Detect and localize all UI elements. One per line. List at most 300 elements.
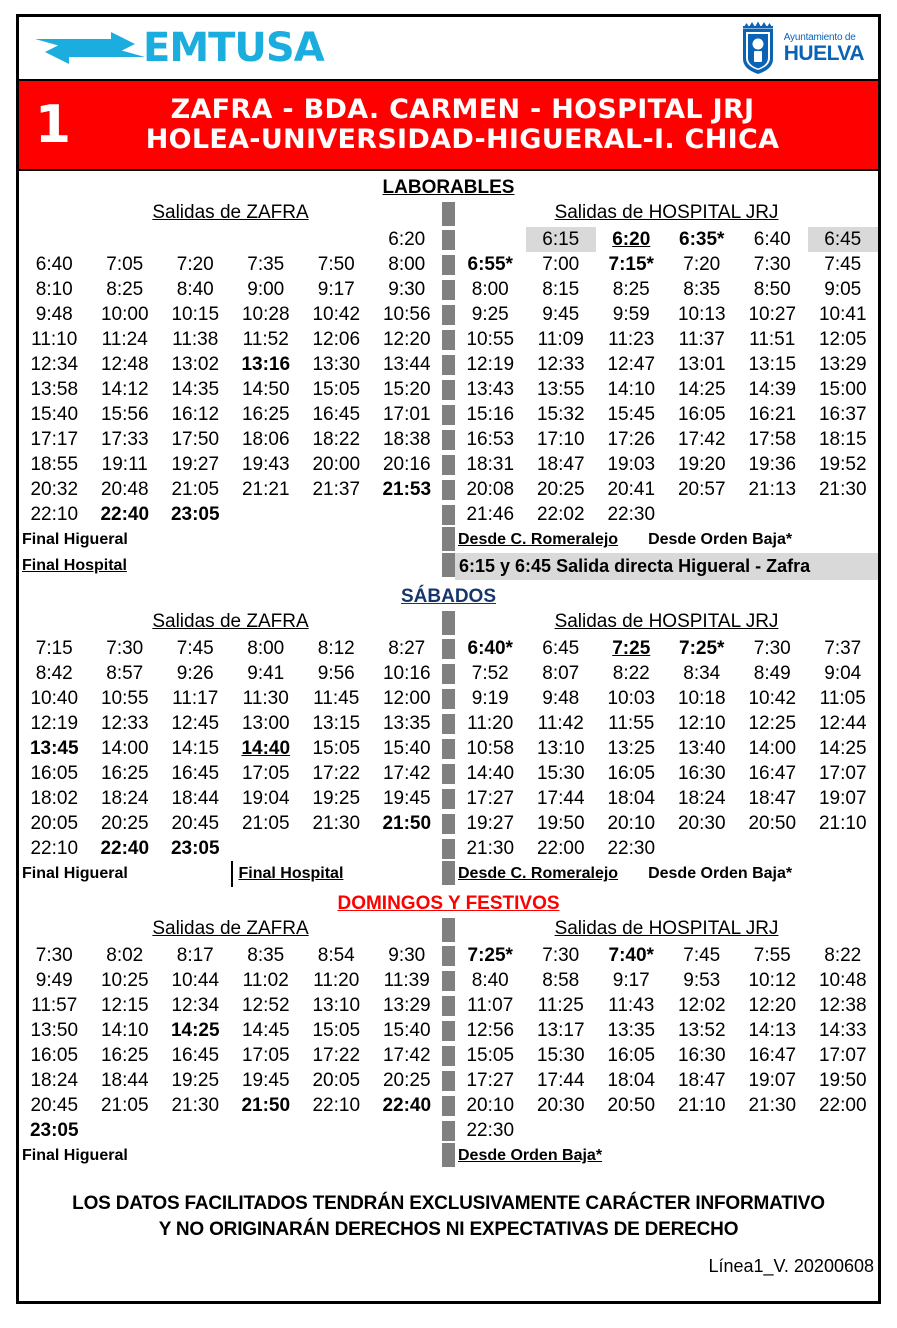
note-desde-romeralejo: Desde Orden Baja* — [458, 1147, 603, 1164]
time-cell: 8:22 — [824, 945, 862, 966]
time-cell: 11:17 — [172, 688, 219, 709]
time-cell: 8:12 — [317, 638, 355, 659]
time-cell: 17:05 — [241, 1045, 290, 1066]
row-divider-bar — [442, 455, 455, 475]
time-cell: 15:32 — [536, 404, 585, 425]
time-cell: 12:15 — [100, 995, 149, 1016]
row-divider-bar — [442, 553, 455, 577]
time-cell: 15:05 — [312, 738, 361, 759]
time-cell — [372, 502, 443, 527]
row-divider-bar — [442, 330, 455, 350]
time-cell: 21:37 — [312, 479, 361, 500]
time-cell: 18:47 — [536, 454, 585, 475]
row-divider-bar — [442, 280, 455, 300]
time-cell: 13:43 — [466, 379, 515, 400]
time-cell: 14:25 — [818, 738, 867, 759]
timetable-grid-domingos — [19, 943, 878, 1143]
time-cell: 10:40 — [30, 688, 79, 709]
time-cell: 21:10 — [677, 1095, 726, 1116]
section-subheaders-sabados — [19, 610, 878, 636]
time-cell: 8:54 — [317, 945, 355, 966]
time-cell: 7:52 — [471, 663, 509, 684]
time-cell — [526, 1118, 597, 1143]
time-cell: 8:27 — [388, 638, 426, 659]
banner-direct-service: 6:15 y 6:45 Salida directa Higueral - Zafra — [455, 553, 878, 580]
time-cell: 7:25 — [612, 638, 651, 659]
time-cell: 18:06 — [241, 429, 290, 450]
time-cell: 9:56 — [317, 663, 355, 684]
time-cell: 21:30 — [466, 838, 515, 859]
time-cell: 10:42 — [748, 688, 797, 709]
time-cell: 12:00 — [382, 688, 431, 709]
time-cell: 16:05 — [607, 1045, 656, 1066]
huelva-council-logo — [737, 21, 870, 75]
time-cell: 17:17 — [30, 429, 79, 450]
time-cell: 8:40 — [176, 279, 214, 300]
row-divider-bar — [442, 1121, 455, 1141]
time-cell: 19:03 — [607, 454, 656, 475]
time-cell: 6:40 — [753, 229, 791, 250]
time-cell: 18:44 — [171, 788, 220, 809]
time-cell — [231, 502, 302, 527]
row-divider-bar — [442, 230, 455, 250]
time-cell: 8:00 — [388, 254, 426, 275]
time-cell: 20:05 — [30, 813, 79, 834]
time-cell: 16:05 — [677, 404, 726, 425]
time-cell: 11:05 — [819, 688, 866, 709]
route-title-line-2: HOLEA-UNIVERSIDAD-HIGUERAL-I. CHICA — [145, 124, 780, 155]
time-cell: 7:30 — [753, 254, 791, 275]
time-cell: 8:25 — [612, 279, 650, 300]
time-cell: 18:24 — [30, 1070, 79, 1091]
time-cell: 19:11 — [101, 454, 148, 475]
time-cell: 12:48 — [100, 354, 149, 375]
time-cell: 17:07 — [818, 1045, 867, 1066]
time-cell: 12:19 — [30, 713, 79, 734]
time-cell: 14:10 — [607, 379, 656, 400]
huelva-shield-icon — [737, 21, 779, 75]
section-title-text: LABORABLES — [382, 177, 515, 198]
time-cell: 17:42 — [382, 763, 431, 784]
time-cell — [90, 227, 161, 252]
time-cell: 19:52 — [818, 454, 867, 475]
time-cell — [301, 1118, 372, 1143]
time-cell: 19:27 — [171, 454, 220, 475]
brand-bar — [19, 17, 878, 79]
time-cell: 20:30 — [536, 1095, 585, 1116]
time-cell: 14:45 — [241, 1020, 290, 1041]
time-cell: 20:08 — [466, 479, 515, 500]
time-cell: 13:10 — [536, 738, 585, 759]
row-divider-bar — [442, 764, 455, 784]
section-subheaders-laborables — [19, 201, 878, 227]
time-cell: 11:52 — [242, 329, 289, 350]
time-cell: 10:48 — [818, 970, 867, 991]
time-cell: 11:37 — [678, 329, 725, 350]
time-cell: 21:30 — [818, 479, 867, 500]
time-cell: 12:10 — [677, 713, 726, 734]
timetable-grid-laborables — [19, 227, 878, 527]
time-cell: 10:25 — [100, 970, 149, 991]
time-cell: 15:56 — [100, 404, 149, 425]
time-cell: 7:25* — [467, 945, 513, 966]
time-cell — [667, 836, 738, 861]
time-cell: 21:10 — [818, 813, 867, 834]
time-cell: 16:45 — [312, 404, 361, 425]
time-cell: 15:16 — [466, 404, 515, 425]
time-cell: 23:05 — [170, 838, 220, 859]
column-header-zafra-text: Salidas de ZAFRA — [152, 611, 309, 632]
time-cell: 10:15 — [171, 304, 220, 325]
line-route-title — [87, 95, 878, 155]
time-cell — [372, 1118, 443, 1143]
version-label: Línea1_V. 20200608 — [708, 1256, 874, 1277]
time-cell: 20:45 — [30, 1095, 79, 1116]
time-cell: 7:55 — [753, 945, 791, 966]
section-divider-bar — [442, 918, 455, 942]
time-cell: 10:28 — [241, 304, 290, 325]
time-cell: 20:30 — [677, 813, 726, 834]
time-cell: 16:25 — [241, 404, 290, 425]
council-label: Ayuntamiento de — [783, 31, 856, 43]
time-cell: 12:47 — [607, 354, 656, 375]
time-cell: 15:40 — [382, 1020, 431, 1041]
time-cell: 13:29 — [818, 354, 867, 375]
time-cell: 20:00 — [312, 454, 361, 475]
time-cell: 19:45 — [241, 1070, 290, 1091]
time-cell: 9:30 — [388, 279, 426, 300]
time-cell: 15:30 — [536, 763, 585, 784]
time-cell: 10:16 — [382, 663, 431, 684]
time-cell: 10:55 — [100, 688, 149, 709]
time-cell: 9:25 — [471, 304, 509, 325]
route-title-line-1: ZAFRA - BDA. CARMEN - HOSPITAL JRJ — [170, 93, 755, 125]
time-cell: 19:07 — [748, 1070, 797, 1091]
time-cell: 21:13 — [748, 479, 797, 500]
time-cell — [160, 1118, 231, 1143]
time-cell: 12:33 — [536, 354, 585, 375]
time-cell: 9:17 — [612, 970, 650, 991]
time-cell: 16:05 — [30, 763, 79, 784]
time-cell: 12:34 — [171, 995, 220, 1016]
time-cell: 13:10 — [312, 995, 361, 1016]
time-cell: 17:44 — [536, 788, 585, 809]
time-cell: 7:45 — [683, 945, 721, 966]
time-cell: 11:25 — [537, 995, 584, 1016]
time-cell: 16:12 — [171, 404, 220, 425]
time-cell: 11:23 — [608, 329, 655, 350]
row-divider-bar — [442, 861, 455, 885]
time-cell — [808, 502, 879, 527]
time-cell: 11:10 — [31, 329, 78, 350]
line-title-bar — [19, 79, 878, 171]
time-cell: 14:10 — [100, 1020, 149, 1041]
time-cell: 13:35 — [382, 713, 431, 734]
note-final-higueral: Final Higueral — [22, 531, 128, 548]
time-cell: 15:40 — [382, 738, 431, 759]
time-cell: 20:45 — [171, 813, 220, 834]
time-cell: 20:05 — [312, 1070, 361, 1091]
time-cell: 16:37 — [818, 404, 867, 425]
time-cell: 20:25 — [100, 813, 149, 834]
time-cell: 8:02 — [106, 945, 144, 966]
time-cell: 11:55 — [608, 713, 655, 734]
time-cell: 8:22 — [612, 663, 650, 684]
time-cell: 21:30 — [748, 1095, 797, 1116]
time-cell: 17:05 — [241, 763, 290, 784]
row-divider-bar — [442, 1046, 455, 1066]
column-header-hospital — [455, 201, 878, 227]
time-cell: 23:05 — [170, 504, 220, 525]
time-cell: 20:25 — [382, 1070, 431, 1091]
time-cell — [301, 502, 372, 527]
row-divider-bar — [442, 430, 455, 450]
time-cell: 21:50 — [382, 813, 432, 834]
time-cell: 10:42 — [312, 304, 361, 325]
poster-frame — [16, 14, 881, 1304]
time-cell — [667, 502, 738, 527]
row-divider-bar — [442, 255, 455, 275]
time-cell: 21:05 — [171, 479, 220, 500]
time-cell: 8:00 — [247, 638, 285, 659]
time-cell: 21:30 — [312, 813, 361, 834]
time-cell: 22:10 — [30, 504, 79, 525]
time-cell — [231, 836, 302, 861]
time-cell: 15:05 — [312, 1020, 361, 1041]
time-cell: 11:07 — [467, 995, 514, 1016]
disclaimer-line-1: LOS DATOS FACILITADOS TENDRÁN EXCLUSIVAMENTE CARÁCTER INFORMATIVO — [72, 1193, 825, 1214]
time-cell: 17:22 — [312, 1045, 361, 1066]
note-desde-romeralejo: Desde C. Romeralejo — [458, 865, 619, 882]
time-cell: 10:18 — [677, 688, 726, 709]
emtusa-wordmark: EMTUSA — [143, 25, 324, 71]
note-final-higueral: Final Higueral — [22, 1147, 128, 1164]
time-cell: 20:10 — [607, 813, 656, 834]
time-cell: 17:10 — [536, 429, 585, 450]
time-cell: 7:45 — [824, 254, 862, 275]
time-cell: 10:58 — [466, 738, 515, 759]
time-cell: 8:57 — [106, 663, 144, 684]
time-cell: 12:44 — [818, 713, 867, 734]
time-cell: 18:38 — [382, 429, 431, 450]
line-number: 1 — [34, 95, 72, 155]
time-cell: 12:52 — [241, 995, 290, 1016]
time-cell: 18:04 — [607, 1070, 656, 1091]
time-cell: 8:42 — [35, 663, 73, 684]
row-divider-bar — [442, 789, 455, 809]
time-cell: 9:59 — [612, 304, 650, 325]
time-cell: 19:50 — [818, 1070, 867, 1091]
section-divider-bar — [442, 202, 455, 226]
time-cell: 20:10 — [466, 1095, 515, 1116]
time-cell: 8:58 — [542, 970, 580, 991]
time-cell: 16:25 — [100, 1045, 149, 1066]
time-cell — [455, 227, 526, 252]
time-cell: 16:30 — [677, 1045, 726, 1066]
time-cell: 14:25 — [677, 379, 726, 400]
time-cell: 11:38 — [172, 329, 219, 350]
time-cell: 18:24 — [677, 788, 726, 809]
time-cell: 22:30 — [607, 838, 656, 859]
time-cell: 6:45 — [542, 638, 580, 659]
time-cell: 17:42 — [677, 429, 726, 450]
time-cell: 11:39 — [383, 970, 430, 991]
time-cell: 18:22 — [312, 429, 361, 450]
note-final-hospital — [231, 861, 443, 887]
time-cell — [160, 227, 231, 252]
time-cell: 10:41 — [818, 304, 867, 325]
time-cell: 17:27 — [466, 788, 515, 809]
time-cell: 21:30 — [171, 1095, 220, 1116]
time-cell: 16:05 — [30, 1045, 79, 1066]
note-final-higueral: Final Higueral — [22, 865, 128, 882]
time-cell: 11:57 — [31, 995, 78, 1016]
time-cell: 21:21 — [241, 479, 290, 500]
row-divider-bar — [442, 664, 455, 684]
time-cell: 11:20 — [313, 970, 360, 991]
time-cell: 9:17 — [317, 279, 355, 300]
time-cell: 20:25 — [536, 479, 585, 500]
section-notes2-laborables — [19, 553, 878, 580]
time-cell: 12:20 — [382, 329, 431, 350]
time-cell: 7:45 — [176, 638, 214, 659]
time-cell: 13:17 — [536, 1020, 585, 1041]
time-cell: 22:10 — [312, 1095, 361, 1116]
section-divider-bar — [442, 611, 455, 635]
time-cell: 7:30 — [542, 945, 580, 966]
time-cell — [231, 227, 302, 252]
time-cell — [737, 836, 808, 861]
time-cell: 12:33 — [100, 713, 149, 734]
time-cell: 19:25 — [171, 1070, 220, 1091]
time-cell: 13:45 — [29, 738, 79, 759]
time-cell: 7:37 — [824, 638, 862, 659]
time-cell — [301, 836, 372, 861]
council-name: HUELVA — [783, 41, 864, 65]
time-cell: 22:40 — [382, 1095, 432, 1116]
time-cell: 12:56 — [466, 1020, 515, 1041]
time-cell: 13:00 — [241, 713, 290, 734]
time-cell: 15:20 — [382, 379, 431, 400]
row-divider-bar — [442, 814, 455, 834]
time-cell: 16:45 — [171, 763, 220, 784]
time-cell: 11:24 — [101, 329, 148, 350]
time-cell: 13:35 — [607, 1020, 656, 1041]
time-cell: 10:27 — [748, 304, 797, 325]
time-cell: 19:25 — [312, 788, 361, 809]
time-cell: 15:30 — [536, 1045, 585, 1066]
time-cell: 13:15 — [748, 354, 797, 375]
time-cell: 7:30 — [753, 638, 791, 659]
time-cell: 9:45 — [542, 304, 580, 325]
row-divider-bar — [442, 380, 455, 400]
time-cell — [737, 1118, 808, 1143]
time-cell: 6:15 — [526, 227, 597, 252]
time-cell: 13:40 — [677, 738, 726, 759]
time-cell: 22:00 — [536, 838, 585, 859]
time-cell: 8:35 — [247, 945, 285, 966]
time-cell: 17:27 — [466, 1070, 515, 1091]
time-cell: 18:04 — [607, 788, 656, 809]
time-cell: 12:06 — [312, 329, 361, 350]
time-cell: 8:07 — [542, 663, 580, 684]
row-divider-bar — [442, 405, 455, 425]
time-cell: 16:21 — [748, 404, 797, 425]
time-cell: 15:40 — [30, 404, 79, 425]
time-cell: 11:45 — [313, 688, 360, 709]
row-divider-bar — [442, 839, 455, 859]
time-cell: 19:45 — [382, 788, 431, 809]
section-title-laborables — [19, 171, 878, 201]
note-final-hospital-text: Final Hospital — [22, 557, 127, 574]
time-cell — [737, 502, 808, 527]
time-cell: 20:16 — [382, 454, 431, 475]
row-divider-bar — [442, 480, 455, 500]
time-cell: 22:02 — [536, 504, 585, 525]
time-cell: 8:40 — [471, 970, 509, 991]
column-header-zafra — [19, 610, 442, 636]
row-divider-bar — [442, 355, 455, 375]
time-cell — [667, 1118, 738, 1143]
time-cell: 16:47 — [748, 763, 797, 784]
row-divider-bar — [442, 714, 455, 734]
time-cell: 14:40 — [241, 738, 291, 759]
column-header-zafra-text: Salidas de ZAFRA — [152, 918, 309, 939]
notes-origin — [455, 1143, 878, 1169]
column-header-hospital — [455, 917, 878, 943]
time-cell — [808, 1118, 879, 1143]
time-cell: 12:20 — [748, 995, 797, 1016]
time-cell: 13:02 — [171, 354, 220, 375]
row-divider-bar — [442, 527, 455, 551]
time-cell: 19:07 — [818, 788, 867, 809]
time-cell — [19, 227, 90, 252]
time-cell: 7:00 — [542, 254, 580, 275]
row-divider-bar — [442, 505, 455, 525]
time-cell: 9:53 — [683, 970, 721, 991]
time-cell: 22:30 — [466, 1120, 515, 1141]
row-divider-bar — [442, 946, 455, 966]
time-cell: 10:03 — [607, 688, 656, 709]
time-cell: 13:50 — [30, 1020, 79, 1041]
row-divider-bar — [442, 996, 455, 1016]
time-cell: 14:25 — [170, 1020, 220, 1041]
row-divider-bar — [442, 971, 455, 991]
time-cell: 7:15 — [35, 638, 73, 659]
time-cell: 6:45 — [808, 227, 879, 252]
time-cell: 21:05 — [241, 813, 290, 834]
time-cell — [808, 836, 879, 861]
time-cell: 13:52 — [677, 1020, 726, 1041]
time-cell: 19:04 — [241, 788, 290, 809]
time-cell: 7:20 — [176, 254, 214, 275]
time-cell: 7:25* — [679, 638, 725, 659]
time-cell: 9:30 — [388, 945, 426, 966]
time-cell: 16:30 — [677, 763, 726, 784]
time-cell: 14:39 — [748, 379, 797, 400]
section-title-text: DOMINGOS Y FESTIVOS — [337, 893, 560, 914]
time-cell: 22:40 — [100, 838, 150, 859]
time-cell: 13:01 — [677, 354, 726, 375]
column-header-hospital — [455, 610, 878, 636]
notes-origin — [455, 861, 878, 887]
time-cell: 11:42 — [537, 713, 584, 734]
time-cell: 18:55 — [30, 454, 79, 475]
time-cell: 6:55* — [467, 254, 513, 275]
note-desde-orden-baja: Desde Orden Baja* — [648, 865, 793, 882]
time-cell: 8:17 — [176, 945, 214, 966]
row-divider-bar — [442, 689, 455, 709]
